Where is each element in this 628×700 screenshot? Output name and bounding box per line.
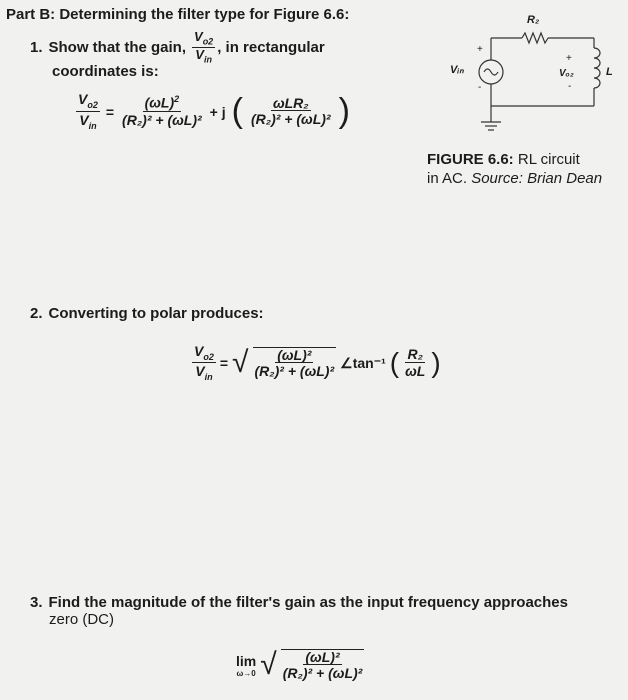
resistor-label: R₂ — [527, 14, 540, 26]
resistor-symbol — [522, 33, 548, 43]
q1-text-before: Show that the gain, — [48, 38, 187, 56]
q1-number: 1. — [30, 38, 43, 56]
vin-label: Vᵢₙ — [450, 64, 464, 76]
vo2-plus-sign: + — [566, 53, 572, 64]
figure-caption: FIGURE 6.6: RL circuit in AC. Source: Brian Dean — [427, 151, 603, 187]
question-2: 2. Converting to polar produces: — [30, 305, 264, 322]
vo2-minus-sign: - — [568, 81, 572, 92]
part-heading: Part B: Determining the filter type for Figure 6.6: — [6, 6, 350, 23]
q1-eq-lhs: $\frac{V_{o2}}{V_{in}}$ — [78, 91, 98, 131]
q2-eq-angle: ∠tan⁻¹ — [340, 354, 386, 371]
q3-lim: lim — [236, 652, 257, 669]
question-3: 3. Find the magnitude of the filter's gain as the input frequency approaches zero (DC) — [30, 594, 568, 628]
source-minus-sign: - — [478, 82, 482, 93]
figure-rl-circuit — [440, 8, 625, 143]
q1-eq-real-part: $\frac{(\omega L)^2}{\text{(R₂)² + (ωL)²}}$ — [122, 94, 202, 128]
rl-circuit-diagram — [440, 8, 625, 143]
q3-lim-sub: ω→0 — [236, 668, 256, 678]
q2-eq-lhs: $\frac{V_{o2}}{V_{in}}$ — [194, 343, 214, 383]
question-1 — [30, 30, 420, 80]
inductor-label: L — [606, 66, 613, 78]
q2-eq-arg: $\frac{\text{R₂}}{\omega L}$ — [405, 346, 426, 379]
q1-text-line2: coordinates is: — [52, 62, 159, 80]
q1-inline-gain-fraction: $\frac{V_{o2}}{V_{in}}$ — [194, 29, 214, 65]
q3-equation: lim ω→0 √ $\frac{\text{(ωL)²}}{\text{(R₂)² + (ωL)²}}$ — [236, 648, 363, 682]
q2-eq-radicand: $\frac{\text{(ωL)²}}{\text{(R₂)² + (ωL)²}}$ — [254, 346, 335, 380]
vo2-label: Vₒ₂ — [559, 68, 574, 79]
q3-eq-radicand: $\frac{\text{(ωL)²}}{\text{(R₂)² + (ωL)²}}$ — [282, 648, 363, 682]
inductor-symbol — [594, 48, 600, 88]
q2-equation: $\frac{V_{o2}}{V_{in}}$ = √ $\frac{\text{(ωL)²}}{\text{(R₂)² + (ωL)²}}$ ∠tan⁻¹ ( $\frac{\text{R₂}}{\omega L}$ ) — [194, 343, 441, 383]
q1-eq-plus-j: + j — [209, 103, 226, 120]
q1-equation: $\frac{V_{o2}}{V_{in}}$ = $\frac{(\omega L)^2}{\text{(R₂)² + (ωL)²}}$ + j ( $\frac{\text{ωLR₂}}{\text{(R₂)² + (ωL)²}}$ ) — [78, 91, 350, 131]
q1-text-after: , in rectangular — [217, 38, 325, 56]
source-plus-sign: + — [477, 44, 483, 55]
q1-eq-imag-part: $\frac{\text{ωLR₂}}{\text{(R₂)² + (ωL)²}}$ — [250, 94, 331, 128]
